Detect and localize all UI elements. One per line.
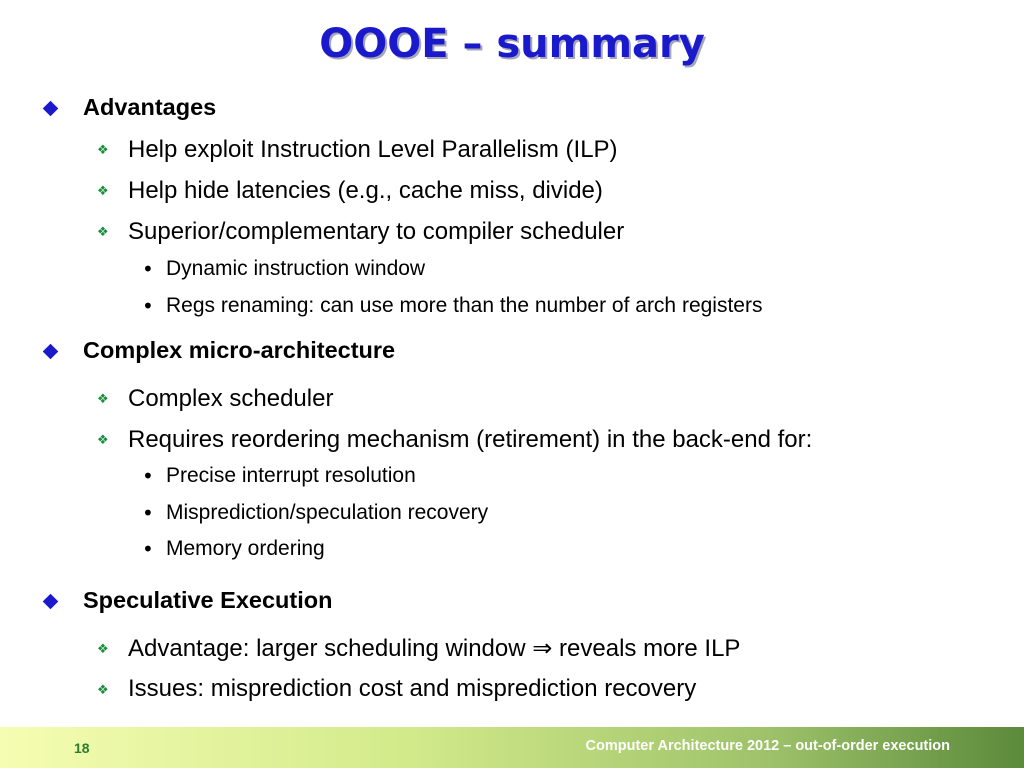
section-heading: Speculative Execution bbox=[83, 587, 333, 613]
list-item: Help exploit Instruction Level Parallelism (ILP) bbox=[128, 136, 618, 163]
dot-bullet-icon: • bbox=[142, 294, 154, 318]
dot-bullet-icon: • bbox=[142, 464, 154, 488]
sub-list-item: Precise interrupt resolution bbox=[166, 464, 416, 487]
slide-footer bbox=[0, 727, 1024, 768]
section-heading: Advantages bbox=[83, 94, 217, 120]
diamond-cross-bullet-icon: ❖ bbox=[97, 184, 109, 199]
list-item: Issues: misprediction cost and misprediction recovery bbox=[128, 675, 697, 702]
diamond-bullet-icon bbox=[43, 344, 59, 360]
slide-title: OOOE – summary bbox=[319, 21, 705, 67]
diamond-cross-bullet-icon: ❖ bbox=[97, 683, 109, 698]
list-item: Requires reordering mechanism (retirement) in the back-end for: bbox=[128, 426, 813, 453]
diamond-cross-bullet-icon: ❖ bbox=[97, 642, 109, 657]
dot-bullet-icon: • bbox=[142, 257, 154, 281]
list-item: Superior/complementary to compiler scheduler bbox=[128, 218, 625, 245]
sub-list-item: Misprediction/speculation recovery bbox=[166, 501, 489, 524]
diamond-bullet-icon bbox=[43, 101, 59, 117]
page-number: 18 bbox=[74, 740, 90, 756]
sub-list-item: Dynamic instruction window bbox=[166, 257, 426, 280]
footer-caption: Computer Architecture 2012 – out-of-order execution bbox=[585, 738, 950, 754]
diamond-cross-bullet-icon: ❖ bbox=[97, 225, 109, 240]
diamond-cross-bullet-icon: ❖ bbox=[97, 392, 109, 407]
sub-list-item: Regs renaming: can use more than the number of arch registers bbox=[166, 294, 763, 317]
dot-bullet-icon: • bbox=[142, 501, 154, 525]
list-item: Help hide latencies (e.g., cache miss, divide) bbox=[128, 177, 603, 204]
list-item: Complex scheduler bbox=[128, 385, 334, 412]
section-heading: Complex micro-architecture bbox=[83, 337, 396, 363]
list-item: Advantage: larger scheduling window ⇒ reveals more ILP bbox=[128, 635, 741, 662]
diamond-cross-bullet-icon: ❖ bbox=[97, 433, 109, 448]
diamond-cross-bullet-icon: ❖ bbox=[97, 143, 109, 158]
sub-list-item: Memory ordering bbox=[166, 537, 325, 560]
diamond-bullet-icon bbox=[43, 594, 59, 610]
dot-bullet-icon: • bbox=[142, 537, 154, 561]
